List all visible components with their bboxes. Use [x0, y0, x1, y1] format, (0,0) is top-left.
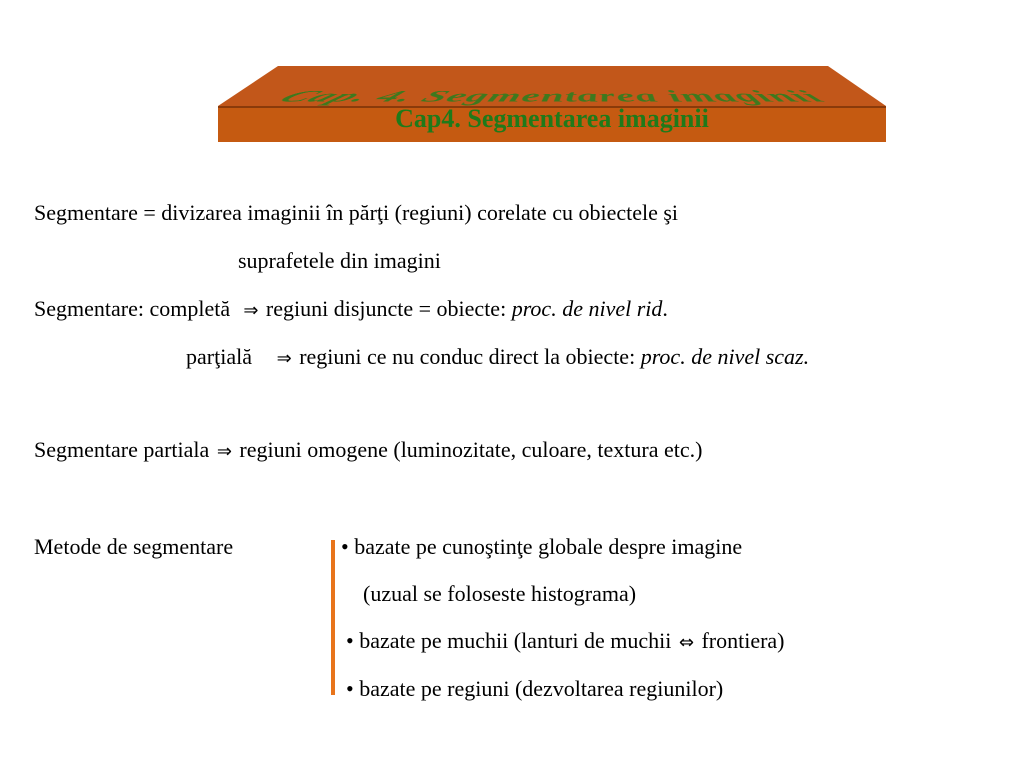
complete-end: . — [662, 296, 668, 321]
partial-segmentation-line — [186, 344, 809, 370]
partial-italic: proc. de nivel scaz. — [640, 344, 810, 369]
method-2-post: frontiera) — [701, 628, 785, 653]
method-item-1-note: (uzual se foloseste histograma) — [363, 581, 637, 606]
methods-bracket-bar — [331, 540, 335, 695]
complete-text: regiuni disjuncte = obiecte: — [265, 296, 512, 321]
definition-line-1: Segmentare = divizarea imaginii în părţi (regiuni) corelate cu obiectele şi — [34, 200, 679, 225]
double-left-right-arrow-icon: ⇔ — [678, 632, 694, 653]
complete-italic: proc. de nivel rid — [511, 296, 663, 321]
double-right-arrow-icon: ⇒ — [259, 348, 292, 369]
definition-line-2: suprafetele din imagini — [238, 248, 441, 273]
method-item-2 — [346, 628, 785, 654]
partial-seg-text: regiuni omogene (luminozitate, culoare, textura etc.) — [239, 437, 703, 462]
complete-segmentation-line — [34, 296, 668, 322]
partial-definition-line — [34, 437, 702, 463]
method-2-pre: • bazate pe muchii (lanturi de muchii — [346, 628, 672, 653]
method-item-1: • bazate pe cunoştinţe globale despre imagine — [341, 534, 743, 559]
page-title: Cap4. Segmentarea imaginii — [395, 104, 709, 133]
partial-text: regiuni ce nu conduc direct la obiecte: — [299, 344, 641, 369]
partial-prefix: parţială — [186, 344, 252, 369]
complete-prefix: Segmentare: completă — [34, 296, 231, 321]
partial-seg-prefix: Segmentare partiala — [34, 437, 210, 462]
banner-3d-title: Cap. 4. Segmentarea imaginii — [266, 87, 838, 106]
methods-label: Metode de segmentare — [34, 534, 234, 559]
title-banner — [218, 64, 886, 144]
double-right-arrow-icon: ⇒ — [216, 441, 232, 462]
double-right-arrow-icon: ⇒ — [237, 300, 259, 321]
method-item-3: • bazate pe regiuni (dezvoltarea regiunilor) — [346, 676, 724, 701]
